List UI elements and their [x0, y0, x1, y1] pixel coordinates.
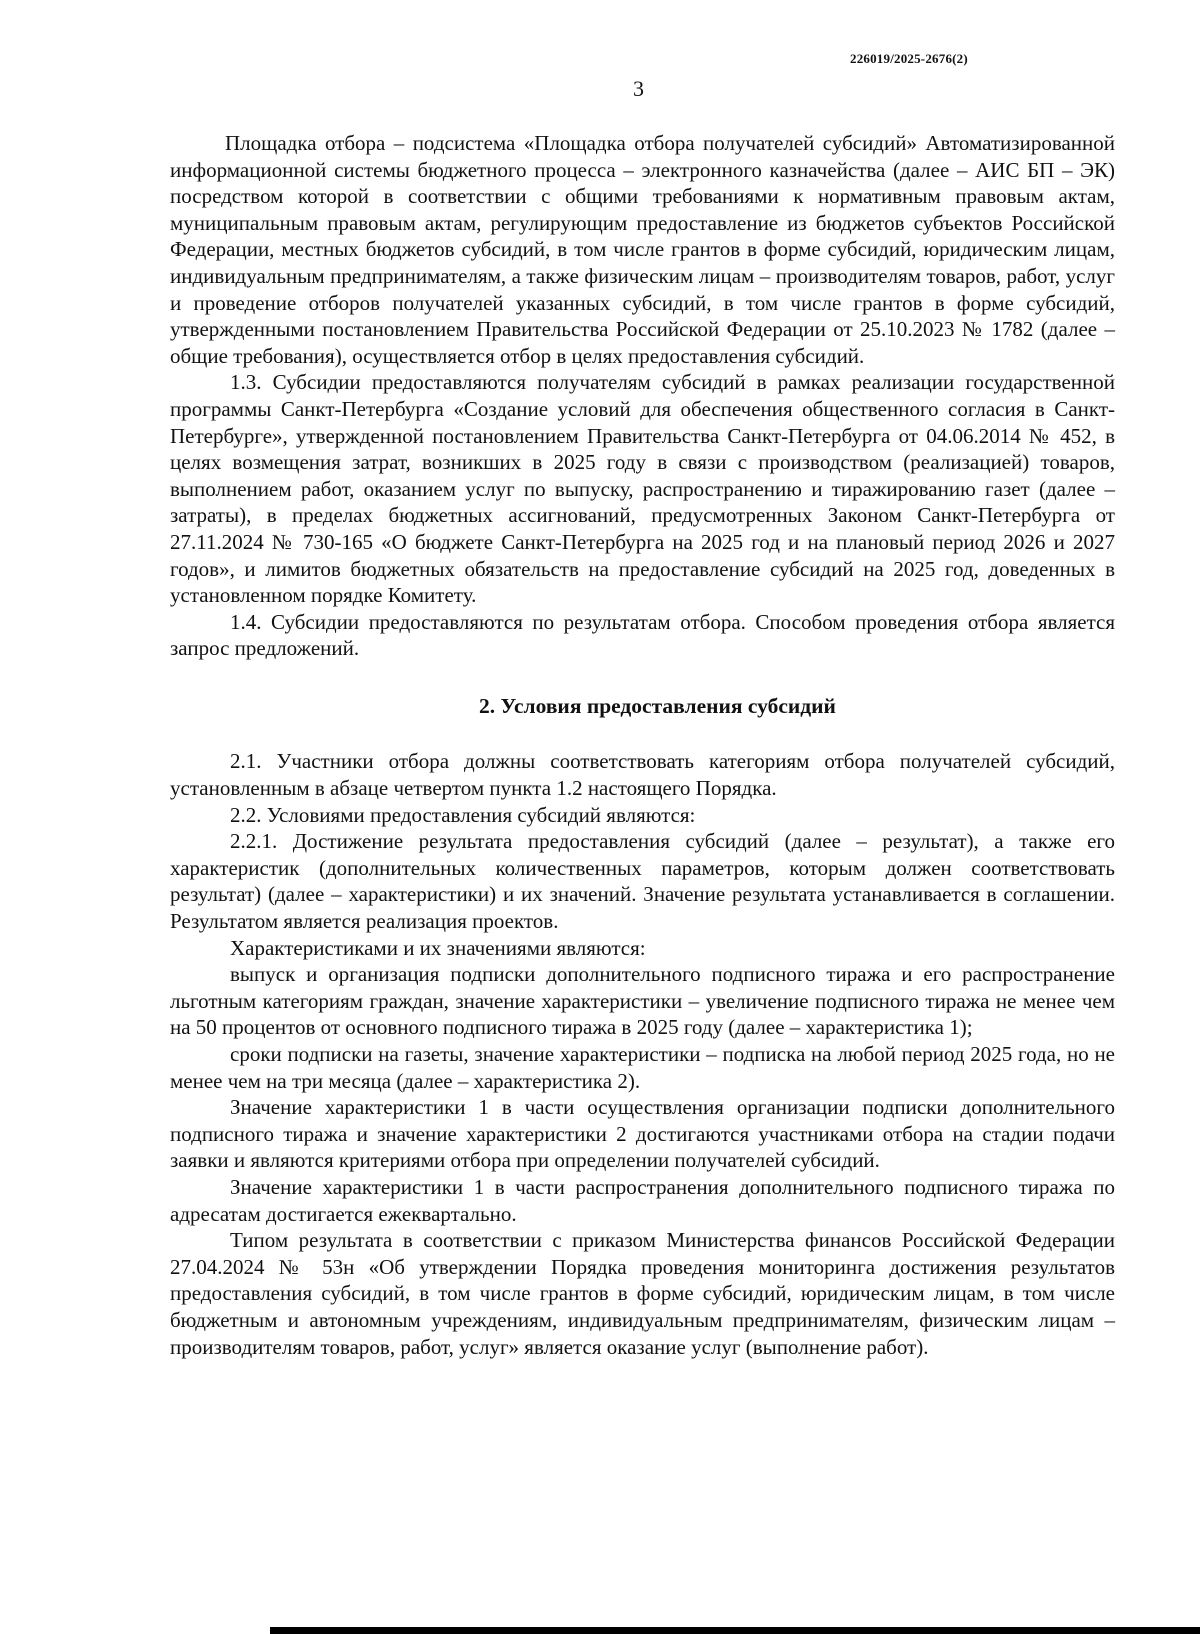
page-number: 3 [633, 76, 644, 101]
paragraph-1-3: 1.3. Субсидии предоставляются получателям субсидий в рамках реализации государственной программы Санкт-Петербурга «Создание условий для обеспечения общественного согласия в Санкт-Петербурге», утвержденной постановлением Правительства Санкт-Петербурга от 04.06.2014 № 452, в целях возмещения затрат, возникших в 2025 году в связи с производством (реализацией) товаров, выполнением работ, оказанием услуг по выпуску, распространению и тиражированию газет (далее – затраты), в пределах бюджетных ассигнований, предусмотренных Законом Санкт-Петербурга от 27.11.2024 № 730-165 «О бюджете Санкт-Петербурга на 2025 год и на плановый период 2026 и 2027 годов», и лимитов бюджетных обязательств на предоставление субсидий на 2025 год, доведенных в установленном порядке Комитету. [170, 370, 1115, 608]
paragraph-2-2: 2.2. Условиями предоставления субсидий являются: [230, 802, 696, 827]
paragraph-2-1: 2.1. Участники отбора должны соответствовать категориям отбора получателей субсидий, установленным в абзаце четвертом пункта 1.2 настоящего Порядка. [170, 749, 1115, 801]
paragraph-1-4: 1.4. Субсидии предоставляются по результатам отбора. Способом проведения отбора является запрос предложений. [170, 609, 1115, 661]
paragraph-2-2-1: 2.2.1. Достижение результата предоставления субсидий (далее – результат), а также его характеристик (дополнительных количественных параметров, которым должен соответствовать результат) (далее – характеристики) и их значений. Значение результата устанавливается в соглашении. Результатом является реализация проектов. [170, 829, 1115, 934]
paragraph-distribution-quarterly: Значение характеристики 1 в части распространения дополнительного подписного тиража по адресатам достигается ежеквартально. [170, 1174, 1115, 1226]
paragraph-characteristic-1: выпуск и организация подписки дополнительного подписного тиража и его распространение льготным категориям граждан, значение характеристики – увеличение подписного тиража не менее чем на 50 процентов от основного подписного тиража в 2025 году (далее – характеристика 1); [170, 962, 1115, 1040]
paragraph-characteristic-2: сроки подписки на газеты, значение характеристики – подписка на любой период 2025 года, но не менее чем на три месяца (далее – характеристика 2). [170, 1042, 1115, 1093]
paragraph-characteristics-achievement: Значение характеристики 1 в части осуществления организации подписки дополнительного подписного тиража и значение характеристики 2 достигаются участниками отбора на стадии подачи заявки и являются критериями отбора при определении получателей субсидий. [170, 1095, 1115, 1173]
scan-edge-rule [270, 1627, 1200, 1634]
paragraph-selection-platform: Площадка отбора – подсистема «Площадка отбора получателей субсидий» Автоматизированной информационной системы бюджетного процесса – электронного казначейства (далее – АИС БП – ЭК) посредством которой в соответствии с общими требованиями к нормативным правовым актам, муниципальным правовым актам, регулирующим предоставление из бюджетов субъектов Российской Федерации, местных бюджетов субсидий, в том числе грантов в форме субсидий, юридическим лицам, индивидуальным предпринимателям, а также физическим лицам – производителям товаров, работ, услуг и проведение отборов получателей указанных субсидий, в том числе грантов в форме субсидий, утвержденными постановлением Правительства Российской Федерации от 25.10.2023 № 1782 (далее – общие требования), осуществляется отбор в целях предоставления субсидий. [170, 131, 1115, 368]
paragraph-result-type: Типом результата в соответствии с приказом Министерства финансов Российской Федерации 27.04.2024 № 53н «Об утверждении Порядка проведения мониторинга достижения результатов предоставления субсидий, в том числе грантов в форме субсидий, юридическим лицам, в том числе бюджетным и автономным учреждениям, индивидуальным предпринимателям, физическим лицам – производителям товаров, работ, услуг» является оказание услуг (выполнение работ). [170, 1228, 1115, 1359]
document-body [170, 130, 1115, 1360]
section-heading: 2. Условия предоставления субсидий [479, 693, 836, 718]
document-registration-number: 226019/2025-2676(2) [850, 51, 968, 66]
paragraph-characteristics-intro: Характеристиками и их значениями являются: [230, 935, 646, 960]
